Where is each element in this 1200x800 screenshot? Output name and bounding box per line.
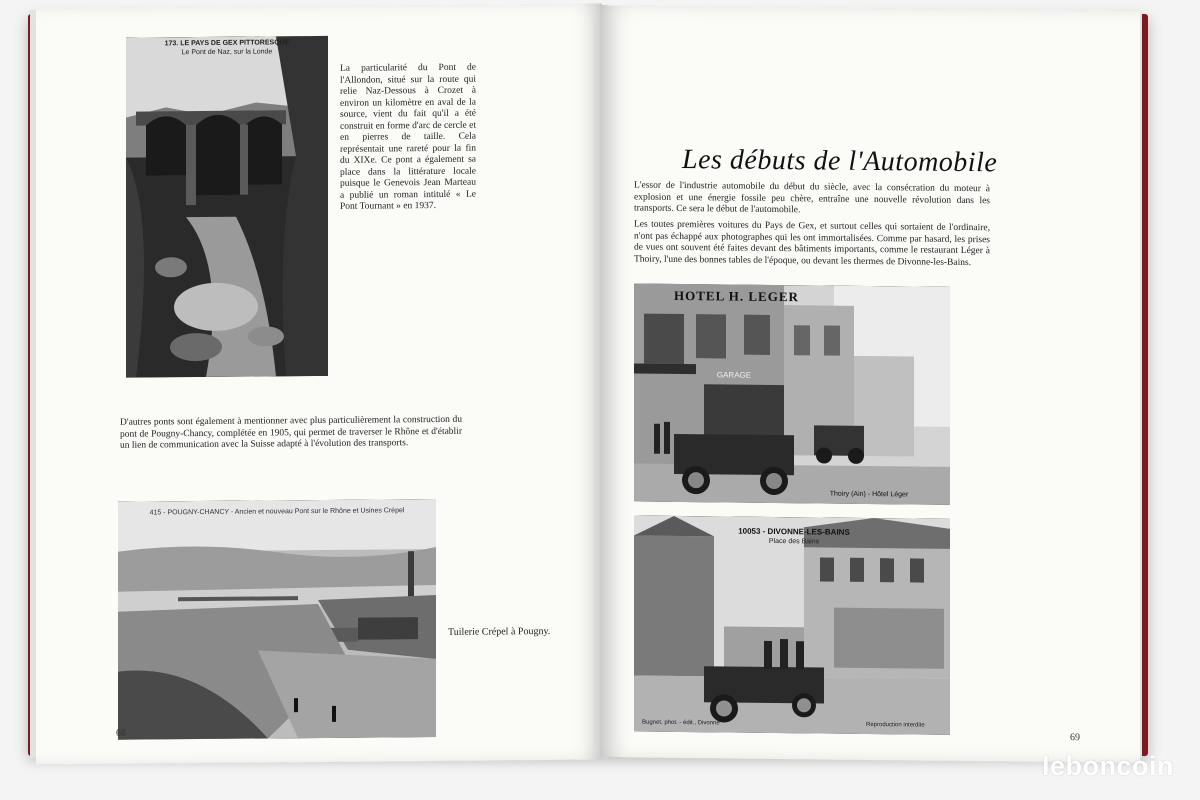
divonne-photo (634, 516, 950, 735)
bridges-paragraph: D'autres ponts sont également à mentionner avec plus particulièrement la construction du pont de Pougny-Chancy, complétée en 1905, qui permet de traverser le Rhône et d'établir un lien de communication avec la Suisse adapté à l'évolution des transports. (120, 414, 462, 451)
intro-paragraph: L'essor de l'industrie automobile du début du siècle, avec la consécration du moteur à explosion et une énergie fossile peu chère, entraîne une nouvelle révolution dans les transports. Ce sera le début de l'automobile. (634, 180, 990, 216)
page-number-right: 69 (1070, 732, 1080, 744)
divonne-footer-left: Bugnet, phot. - édit., Divonne (642, 719, 720, 727)
divonne-caption-line2: Place des Bains (768, 537, 820, 546)
hotel-leger-photo (634, 284, 950, 505)
bridge-description: La particularité du Pont de l'Allondon, situé sur la route qui relie Naz-Dessous à Crozet à environ un kilomètre en aval de la source, vient du fait qu'il a été construit en forme d'arc de cercle et en pierres de taille. Cela représentait une rareté pour la fin du XIXe. Ce pont a également sa place dans la littérature locale puisque le Genevois Jean Marteau a publié un roman intitulé « Le Pont Tournant » en 1937. (340, 62, 476, 212)
factory-side-caption: Tuilerie Crépel à Pougny. (448, 625, 551, 638)
bridge-photo (126, 36, 328, 378)
leboncoin-watermark: leboncoin (1042, 751, 1174, 781)
photographs-paragraph: Les toutes premières voitures du Pays de Gex, et surtout celles qui sortaient de l'ordinaire, n'ont pas échappé aux photographes qui les ont immortalisées. Comme par hasard, les prises de vues ont souvent été faites devant des bâtiments importants, comme le restaurant Léger à Thoiry, l'une des bonnes tables de l'époque, ou devant les thermes de Divonne-les-Bains. (634, 219, 990, 268)
page-number-left: 68 (116, 727, 126, 739)
left-page (36, 4, 602, 765)
hotel-caption: Thoiry (Ain) - Hôtel Léger (829, 490, 909, 499)
divonne-caption-line1: 10053 - DIVONNE-LES-BAINS (738, 526, 850, 537)
hotel-sign: HOTEL H. LEGER (674, 287, 799, 305)
factory-caption: 415 - POUGNY-CHANCY - Ancien et nouveau Pont sur le Rhône et Usines Crépel (149, 507, 405, 517)
divonne-footer-right: Reproduction interdite (866, 721, 925, 729)
right-page (600, 5, 1140, 763)
bridge-caption-line1: 173. LE PAYS DE GEX PITTORESQUE (164, 39, 290, 48)
chapter-title: Les débuts de l'Automobile (682, 144, 998, 179)
bridge-caption-line2: Le Pont de Naz, sur la Londe (181, 48, 273, 57)
garage-sign: GARAGE (716, 370, 752, 380)
factory-photo (118, 499, 436, 740)
